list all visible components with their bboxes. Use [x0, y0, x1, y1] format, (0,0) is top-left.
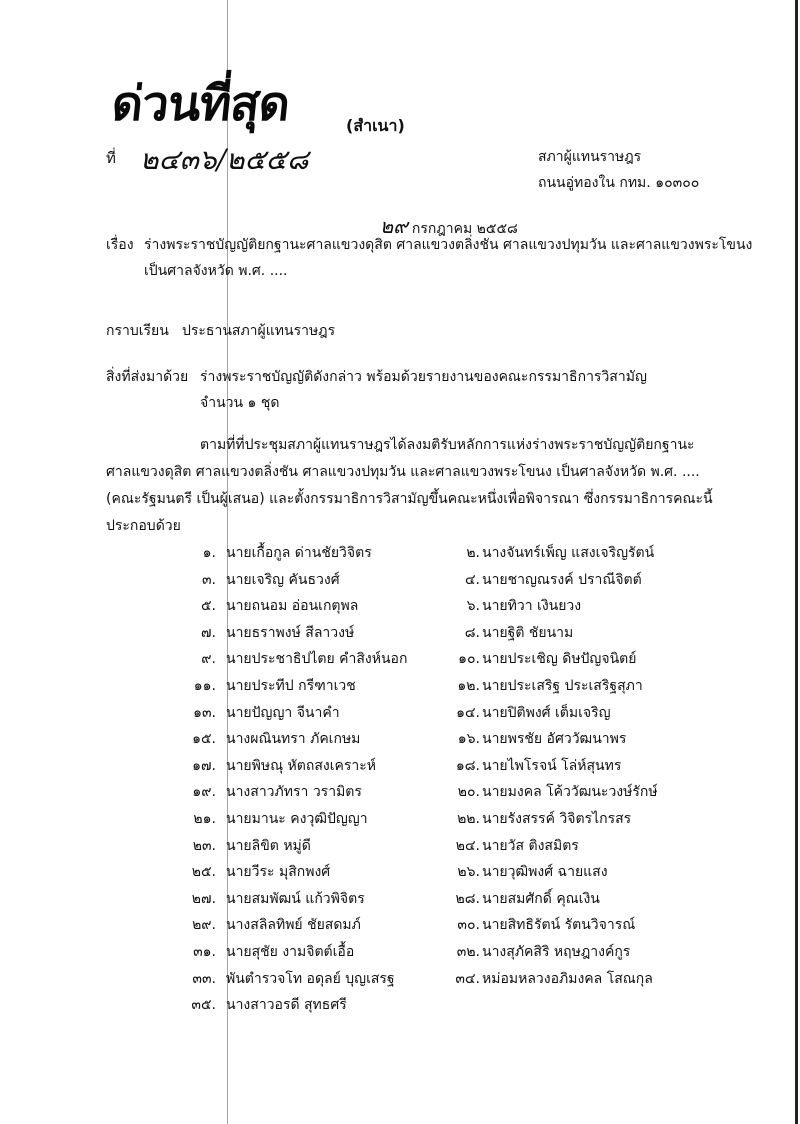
member-number: ๒๓.	[192, 837, 216, 854]
member-name: นายลิขิต หมู่ดี	[226, 837, 311, 854]
body-line2: ศาลแขวงดุสิต ศาลแขวงตลิ่งชัน ศาลแขวงปทุมวัน และศาลแขวงพระโขนง เป็นศาลจังหวัด พ.ศ. ....	[106, 464, 700, 480]
member-name: นางสาวอรดี สุทธศรี	[226, 997, 347, 1014]
member-name: นายสุชัย งามจิตต์เอื้อ	[226, 944, 355, 960]
member-number: ๑๔.	[456, 704, 480, 721]
member-number: ๑๖.	[457, 731, 480, 748]
member-name: นายถนอม อ่อนเกตุพล	[226, 598, 359, 615]
member-name: นายประทีป กรีฑาเวช	[226, 678, 356, 694]
member-number: ๒๖.	[457, 864, 480, 881]
member-name: นายเกื้อกูล ด่านชัยวิจิตร	[226, 545, 372, 561]
member-name: นายพิษณุ หัตถสงเคราะห์	[226, 757, 376, 774]
member-name: นายฐิติ ชัยนาม	[482, 624, 574, 641]
member-name: นายไพโรจน์ โล่ห์สุนทร	[482, 757, 622, 774]
member-number: ๑.	[202, 545, 216, 561]
member-number: ๖.	[466, 598, 480, 615]
member-name: หม่อมหลวงอภิมงคล โสณกุล	[482, 970, 653, 987]
page-edge	[795, 0, 798, 1124]
member-number: ๑๗.	[192, 757, 216, 774]
member-name: นางสลิลทิพย์ ชัยสดมภ์	[226, 917, 361, 934]
member-name: นายทิวา เงินยวง	[482, 598, 582, 615]
date-month-year: กรกฎาคม ๒๕๕๘	[411, 221, 518, 237]
member-name: นางจันทร์เพ็ญ แสงเจริญรัตน์	[482, 545, 655, 561]
member-name: พันตำรวจโท อดุลย์ บุญเสรฐ	[226, 970, 395, 987]
member-number: ๒๔.	[455, 837, 480, 854]
body-line4: ประกอบด้วย	[106, 518, 181, 534]
date-day: ๒๙	[380, 214, 408, 238]
sender-address-line1: สภาผู้แทนราษฎร	[538, 149, 642, 165]
member-name: นายชาญณรงค์ ปราณีจิตต์	[482, 571, 642, 588]
member-number: ๕.	[200, 598, 216, 615]
member-name: นายประชาธิปไตย คำสิงห์นอก	[226, 651, 408, 668]
member-number: ๓๒.	[456, 944, 480, 960]
member-name: นายสมศักดิ์ คุณเงิน	[482, 890, 600, 907]
member-name: นายวุฒิพงศ์ ฉายแสง	[482, 864, 608, 881]
member-number: ๒๘.	[455, 890, 480, 907]
member-number: ๑๐.	[458, 651, 480, 668]
member-number: ๑๕.	[192, 731, 216, 748]
member-number: ๒.	[466, 545, 480, 561]
body-line3: (คณะรัฐมนตรี เป็นผู้เสนอ) และตั้งกรรมาธิการวิสามัญขึ้นคณะหนึ่งเพื่อพิจารณา ซึ่งกรรมาธิการคณะนี้	[106, 491, 713, 507]
member-number: ๒๙.	[192, 917, 216, 934]
member-name: นายมงคล โค้ววัฒนะวงษ์รักษ์	[482, 784, 658, 801]
member-number: ๓๕.	[191, 997, 216, 1014]
member-number: ๗.	[201, 624, 216, 641]
enclosure-label: สิ่งที่ส่งมาด้วย	[106, 369, 189, 385]
member-number: ๒๐.	[457, 784, 480, 801]
subject-line1: ร่างพระราชบัญญัติยกฐานะศาลแขวงดุสิต ศาลแขวงตลิ่งชัน ศาลแขวงปทุมวัน และศาลแขวงพระโขนง	[144, 237, 753, 253]
member-number: ๑๘.	[455, 757, 480, 774]
doc-number: ๒๔๓๖/๒๕๕๘	[140, 143, 309, 176]
doc-number-label: ที่	[106, 149, 116, 167]
urgency-stamp: ด่วนที่สุด	[109, 76, 292, 132]
member-name: นายปิติพงศ์ เต็มเจริญ	[482, 704, 611, 721]
member-number: ๑๒.	[457, 678, 480, 694]
member-number: ๘.	[464, 624, 480, 641]
member-number: ๔.	[464, 571, 480, 588]
member-number: ๒๑.	[193, 811, 216, 827]
member-number: ๑๓.	[193, 704, 216, 721]
member-name: นายสมพัฒน์ แก้วพิจิตร	[226, 890, 365, 907]
subject-label: เรื่อง	[106, 237, 134, 253]
member-name: นายสิทธิรัตน์ รัตนวิจารณ์	[482, 917, 636, 934]
member-name: นายวัส ติงสมิตร	[482, 837, 579, 854]
enclosure-line1: ร่างพระราชบัญญัติดังกล่าว พร้อมด้วยรายงานของคณะกรรมาธิการวิสามัญ	[200, 369, 647, 385]
salutation-label: กราบเรียน	[106, 323, 169, 339]
member-number: ๓.	[201, 571, 216, 588]
member-name: นางสุภัคสิริ หฤษฎางค์กูร	[482, 944, 631, 960]
member-number: ๙.	[201, 651, 216, 668]
copy-mark: (สำเนา)	[346, 116, 405, 135]
sender-address-line2: ถนนอู่ทองใน กทม. ๑๐๓๐๐	[538, 175, 700, 191]
member-name: นายพรชัย อัศววัฒนาพร	[482, 731, 627, 748]
member-number: ๒๗.	[191, 890, 216, 907]
member-number: ๑๙.	[192, 784, 216, 801]
member-number: ๓๐.	[457, 917, 480, 934]
member-name: นายธราพงษ์ สีลาวงษ์	[226, 624, 355, 641]
member-number: ๒๒.	[457, 811, 480, 827]
salutation-text: ประธานสภาผู้แทนราษฎร	[182, 323, 336, 339]
member-name: นางผณินทรา ภัคเกษม	[226, 731, 361, 748]
member-name: นางสาวภัทรา วรามิตร	[226, 784, 362, 801]
subject-line2: เป็นศาลจังหวัด พ.ศ. ....	[144, 263, 288, 279]
member-name: นายมานะ คงวุฒิปัญญา	[226, 811, 368, 827]
member-number: ๑๑.	[193, 678, 216, 694]
member-number: ๓๑.	[193, 944, 216, 960]
body-line1: ตามที่ที่ประชุมสภาผู้แทนราษฎรได้ลงมติรับหลักการแห่งร่างพระราชบัญญัติยกฐานะ	[200, 437, 695, 453]
member-name: นายประเสริฐ ประเสริฐสุภา	[482, 678, 643, 694]
member-number: ๓๓.	[192, 970, 216, 987]
member-name: นายรังสรรค์ วิจิตรไกรสร	[482, 811, 632, 827]
enclosure-line2: จำนวน ๑ ชุด	[200, 395, 280, 411]
member-number: ๓๔.	[455, 970, 480, 987]
member-name: นายเจริญ คันธวงศ์	[226, 571, 340, 588]
member-name: นายปัญญา จีนาคำ	[226, 704, 340, 721]
member-number: ๒๕.	[191, 864, 216, 881]
member-name: นายประเชิญ ดิษปัญจนิตย์	[482, 651, 637, 668]
member-name: นายวีระ มุสิกพงศ์	[226, 864, 331, 881]
